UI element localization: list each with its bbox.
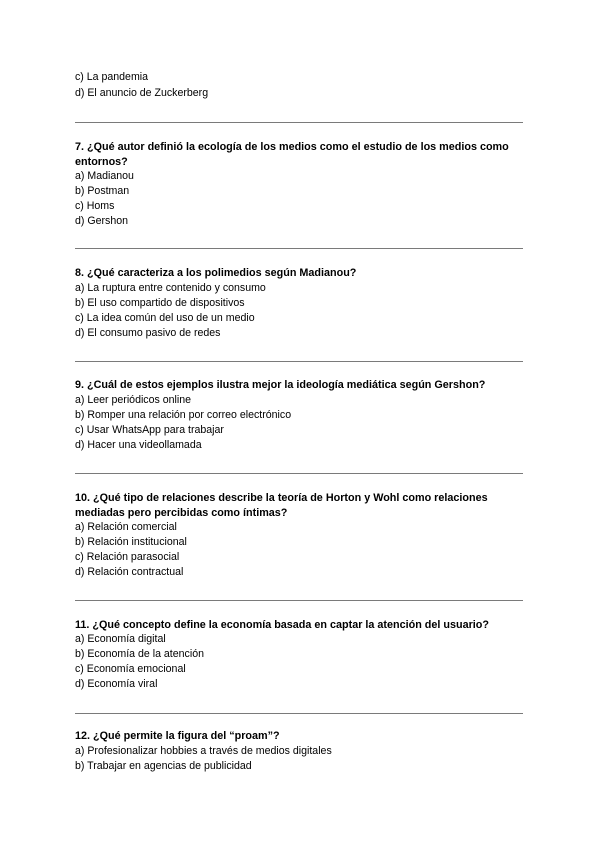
question-8-option-b: b) El uso compartido de dispositivos <box>75 297 245 309</box>
question-11-text: 11. ¿Qué concepto define la economía basada en captar la atención del usuario? <box>75 619 489 631</box>
divider <box>75 122 523 123</box>
divider <box>75 473 523 474</box>
divider <box>75 361 523 362</box>
question-12-text: 12. ¿Qué permite la figura del “proam”? <box>75 730 280 742</box>
question-9-text: 9. ¿Cuál de estos ejemplos ilustra mejor la ideología mediática según Gershon? <box>75 379 486 391</box>
question-11-option-a: a) Economía digital <box>75 633 166 645</box>
question-11-option-b: b) Economía de la atención <box>75 648 204 660</box>
question-11-option-c: c) Economía emocional <box>75 663 186 675</box>
question-10-option-a: a) Relación comercial <box>75 521 177 533</box>
question-8-option-c: c) La idea común del uso de un medio <box>75 312 255 324</box>
divider <box>75 600 523 601</box>
divider <box>75 713 523 714</box>
question-7-option-b: b) Postman <box>75 185 130 197</box>
question-12-option-a: a) Profesionalizar hobbies a través de medios digitales <box>75 745 332 757</box>
question-11-option-d: d) Economía viral <box>75 678 158 690</box>
question-12-option-b: b) Trabajar en agencias de publicidad <box>75 760 252 772</box>
divider <box>75 248 523 249</box>
question-10-option-c: c) Relación parasocial <box>75 551 180 563</box>
question-9-option-b: b) Romper una relación por correo electrónico <box>75 409 292 421</box>
option-prev-c: c) La pandemia <box>75 71 149 83</box>
question-10-text-cont: mediadas pero percibidas como íntimas? <box>75 507 288 519</box>
question-10-option-b: b) Relación institucional <box>75 536 187 548</box>
question-8-option-d: d) El consumo pasivo de redes <box>75 327 221 339</box>
option-prev-d: d) El anuncio de Zuckerberg <box>75 87 209 99</box>
question-7-option-a: a) Madianou <box>75 170 134 182</box>
question-7-text: 7. ¿Qué autor definió la ecología de los medios como el estudio de los medios como <box>75 141 509 153</box>
question-7-option-c: c) Homs <box>75 200 115 212</box>
question-9-option-c: c) Usar WhatsApp para trabajar <box>75 424 224 436</box>
question-10-text: 10. ¿Qué tipo de relaciones describe la teoría de Horton y Wohl como relaciones <box>75 492 488 504</box>
question-7-text-cont: entornos? <box>75 156 128 168</box>
question-8-text: 8. ¿Qué caracteriza a los polimedios según Madianou? <box>75 267 357 279</box>
question-8-option-a: a) La ruptura entre contenido y consumo <box>75 282 266 294</box>
question-7-option-d: d) Gershon <box>75 215 128 227</box>
question-9-option-d: d) Hacer una videollamada <box>75 439 202 451</box>
question-9-option-a: a) Leer periódicos online <box>75 394 192 406</box>
question-10-option-d: d) Relación contractual <box>75 566 184 578</box>
